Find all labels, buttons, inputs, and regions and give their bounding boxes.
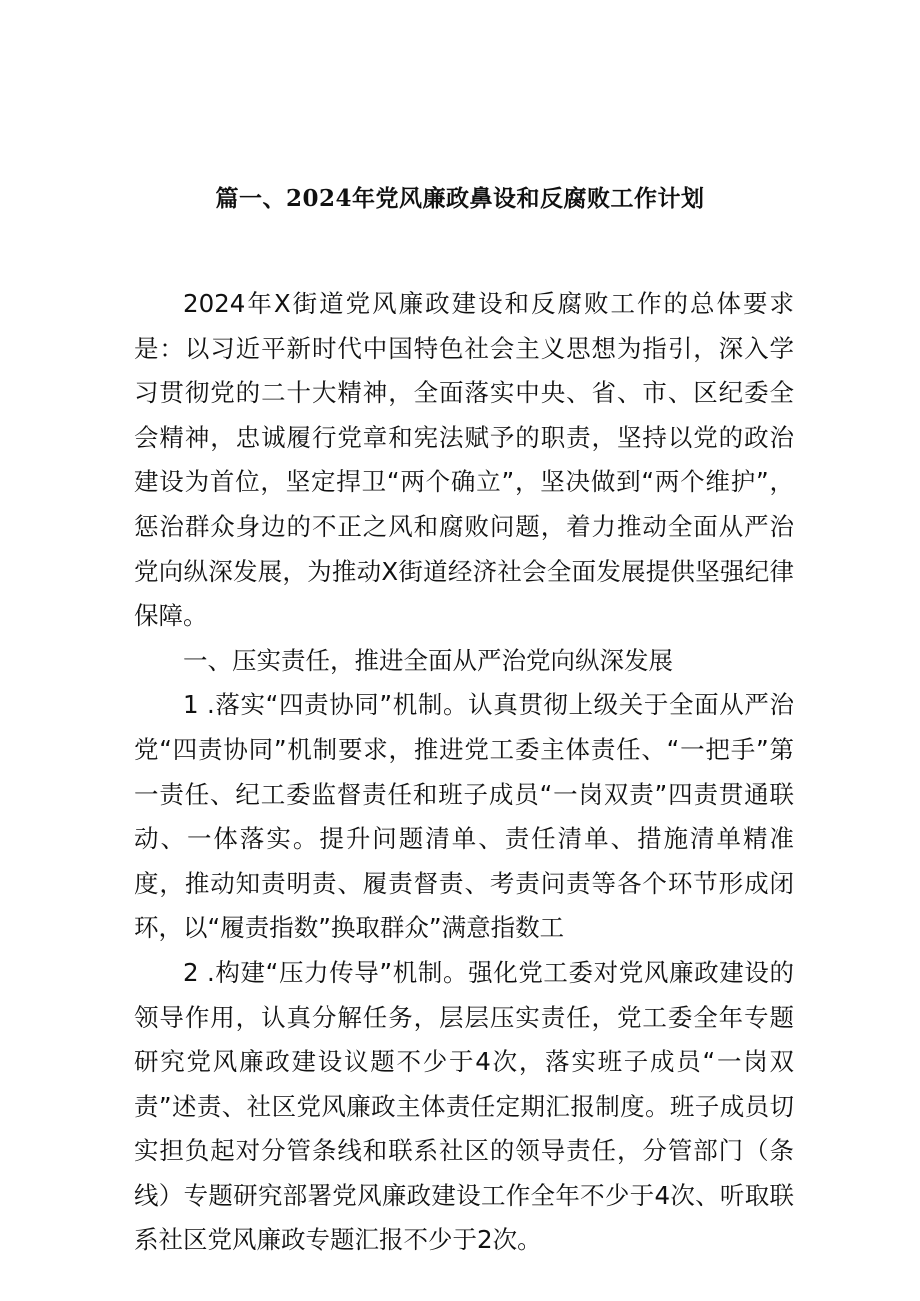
item-paragraph-1: 1 .落实“四责协同”机制。认真贯彻上级关于全面从严治党“四责协同”机制要求，推进党工委主体责任、“一把手”第一责任、纪工委监督责任和班子成员“一岗双责”四责贯通联动、一体落实。提升问题清单、责任清单、措施清单精准度，推动知责明责、履责督责、考责问责等各个环节形成闭环，以“履责指数”换取群众”满意指数工 — [134, 690, 794, 943]
item-paragraph-2: 2 .构建“压力传导”机制。强化党工委对党风廉政建设的领导作用，认真分解任务，层层压实责任，党工委全年专题研究党风廉政建设议题不少于4次，落实班子成员“一岗双责”述责、社区党风廉政主体责任定期汇报制度。班子成员切实担负起对分管条线和联系社区的领导责任，分管部门（条线）专题研究部署党风廉政建设工作全年不少于4次、听取联系社区党风廉政专题汇报不少于2次。 — [134, 957, 794, 1255]
section-heading-1: 一、压实责任，推进全面从严治党向纵深发展 — [183, 645, 673, 675]
document-body — [134, 282, 794, 1263]
document-title: 篇一、2024年党风廉政鼻设和反腐败工作计划 — [215, 185, 705, 212]
intro-paragraph: 2024年X街道党风廉政建设和反腐败工作的总体要求是：以习近平新时代中国特色社会主义思想为指引，深入学习贯彻党的二十大精神，全面落实中央、省、市、区纪委全会精神，忠诚履行党章和宪法赋予的职责，坚持以党的政治建设为首位，坚定捍卫“两个确立”，坚决做到“两个维护”，惩治群众身边的不正之风和腐败问题，着力推动全面从严治党向纵深发展，为推动X街道经济社会全面发展提供坚强纪律保障。 — [134, 289, 794, 631]
